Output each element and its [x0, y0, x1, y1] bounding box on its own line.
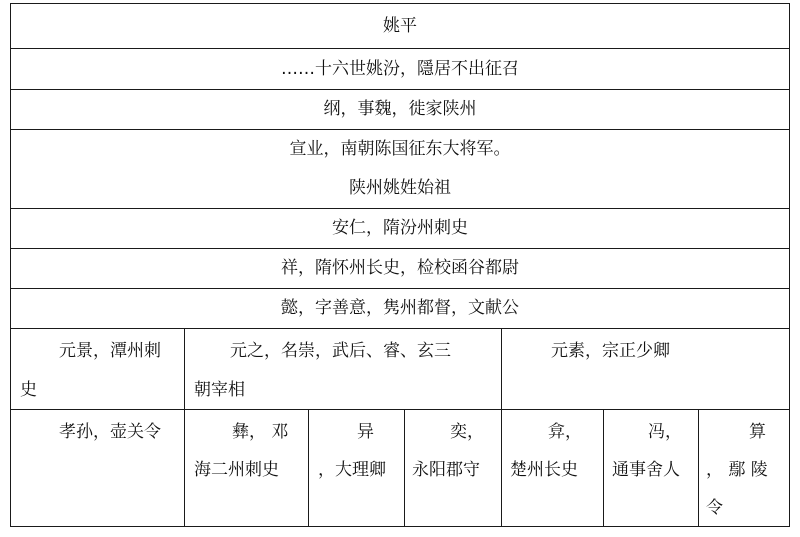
- border-row6: [10, 288, 790, 289]
- yuanzhi-line1: 元之，名崇，武后、睿、玄三: [230, 341, 451, 361]
- border-row2: [10, 89, 790, 90]
- ancestor-xiang: 祥，隋怀州长史，检校函谷都尉: [281, 258, 519, 278]
- yi3-line2: 永阳郡守: [412, 460, 480, 480]
- suan-line1: 算: [749, 422, 766, 442]
- divider-col2: [308, 409, 309, 527]
- divider-col6: [698, 409, 699, 527]
- divider-col1: [184, 328, 185, 527]
- yi-line2: 海二州刺史: [194, 460, 279, 480]
- divider-col-mid: [501, 328, 502, 527]
- suan-line2: ， 鄢 陵: [706, 460, 768, 480]
- suan-line3: 令: [706, 498, 723, 518]
- yi2-line2: ，大理卿: [318, 460, 386, 480]
- ancestor-xuanye: 宣业，南朝陈国征东大将军。: [289, 139, 511, 159]
- yi3-line1: 奕，: [450, 422, 484, 442]
- ancestor-gang: 纲，事魏，徙家陕州: [323, 99, 477, 119]
- border-row4: [10, 208, 790, 209]
- feng-line2: 通事舍人: [612, 460, 680, 480]
- border-row7: [10, 328, 790, 329]
- border-row1: [10, 48, 790, 49]
- border-row8: [10, 409, 790, 410]
- border-top: [10, 3, 790, 4]
- yuanjing-line1: 元景，潭州刺: [59, 341, 161, 361]
- yan-line2: 楚州长史: [510, 460, 578, 480]
- yuansu-line1: 元素，宗正少卿: [551, 341, 670, 361]
- border-row5: [10, 248, 790, 249]
- ancestor-yao-fen: ……十六世姚汾，隱居不出征召: [281, 59, 519, 79]
- border-bottom: [10, 526, 790, 527]
- yi-line1: 彝， 邓: [232, 422, 289, 442]
- divider-col3: [404, 409, 405, 527]
- ancestor-anren: 安仁，隋汾州刺史: [332, 218, 468, 238]
- ancestor-yi: 懿，字善意，隽州都督，文献公: [281, 298, 519, 318]
- xiaosun-line1: 孝孙，壶关令: [59, 422, 161, 442]
- border-row3: [10, 129, 790, 130]
- yuanjing-line2: 史: [20, 380, 37, 400]
- feng-line1: 冯，: [648, 422, 682, 442]
- yi2-line1: 异: [357, 422, 374, 442]
- yan-line1: 弇，: [548, 422, 582, 442]
- ancestor-yao-ping: 姚平: [383, 16, 417, 36]
- yuanzhi-line2: 朝宰相: [194, 380, 245, 400]
- divider-col5: [603, 409, 604, 527]
- ancestor-xuanye-note: 陕州姚姓始祖: [349, 178, 451, 198]
